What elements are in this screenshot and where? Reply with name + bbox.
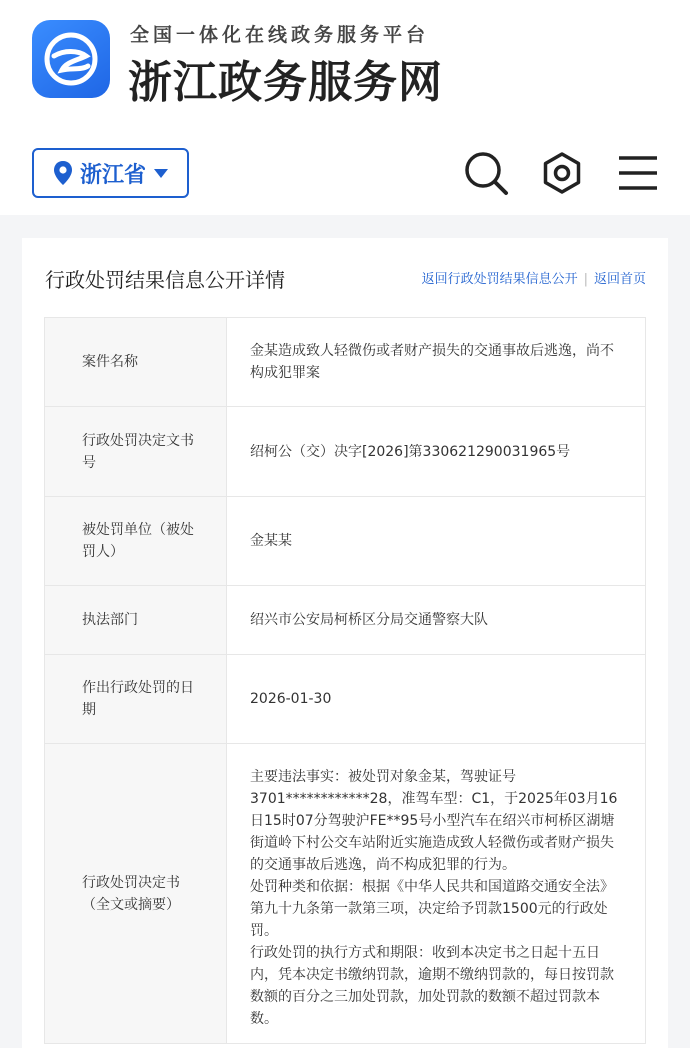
detail-value	[227, 744, 645, 1043]
zhejiang-gov-logo-icon[interactable]	[32, 20, 110, 98]
link-separator: |	[583, 272, 588, 287]
detail-value: 金某某	[250, 533, 292, 549]
page-title: 行政处罚结果信息公开详情	[45, 268, 285, 292]
detail-row-case-name	[45, 318, 645, 407]
breadcrumb-links	[422, 268, 646, 287]
back-to-list-link[interactable]: 返回行政处罚结果信息公开	[421, 272, 578, 287]
violation-facts-paragraph: 主要违法事实：被处罚对象金某，驾驶证号3701************28，准驾车型：C1，于2025年03月16日15时07分驾驶沪FE**95号小型汽车在绍兴市柯桥区湖塘街道岭下村公交车站附近实施造成致人轻微伤或者财产损失的交通事故后逃逸，尚不构成犯罪的行为。	[250, 769, 618, 873]
detail-label: 行政处罚决定文书号	[45, 407, 227, 496]
detail-table	[44, 317, 646, 1044]
search-icon[interactable]	[463, 150, 509, 196]
site-header	[0, 0, 690, 215]
menu-icon[interactable]	[615, 150, 661, 196]
detail-value: 2026-01-30	[250, 691, 332, 707]
detail-label: 作出行政处罚的日期	[45, 655, 227, 743]
detail-value: 绍柯公（交）决字[2026]第330621290031965号	[250, 443, 571, 460]
back-to-home-link[interactable]: 返回首页	[593, 272, 646, 287]
location-pin-icon	[52, 160, 74, 186]
settings-icon[interactable]	[539, 150, 585, 196]
region-selector[interactable]	[32, 148, 189, 198]
execution-terms-paragraph: 行政处罚的执行方式和期限：收到本决定书之日起十五日内，凭本决定书缴纳罚款，逾期不缴纳罚款的，每日按罚款数额的百分之三加处罚款，加处罚款的数额不超过罚款本数。	[250, 945, 614, 1027]
detail-row-penalized-party	[45, 497, 645, 586]
detail-label: 执法部门	[45, 586, 227, 654]
penalty-basis-paragraph: 处罚种类和依据：根据《中华人民共和国道路交通安全法》第九十九条第一款第三项，决定给予罚款1500元的行政处罚。	[250, 879, 614, 939]
detail-row-decision-text	[45, 744, 645, 1044]
detail-card	[22, 238, 668, 1048]
detail-value: 金某造成致人轻微伤或者财产损失的交通事故后逃逸，尚不构成犯罪案	[250, 343, 614, 381]
detail-value: 绍兴市公安局柯桥区分局交通警察大队	[250, 612, 488, 628]
platform-subtitle: 全国一体化在线政务服务平台	[130, 24, 430, 46]
detail-row-decision-date	[45, 655, 645, 744]
detail-row-enforcement-department	[45, 586, 645, 655]
site-name[interactable]: 浙江政务服务网	[128, 57, 443, 108]
detail-label: 行政处罚决定书（全文或摘要）	[45, 744, 227, 1043]
detail-label: 案件名称	[45, 318, 227, 406]
detail-row-document-number	[45, 407, 645, 497]
chevron-down-icon	[154, 169, 168, 178]
detail-label: 被处罚单位（被处罚人）	[45, 497, 227, 585]
region-label: 浙江省	[80, 162, 147, 188]
